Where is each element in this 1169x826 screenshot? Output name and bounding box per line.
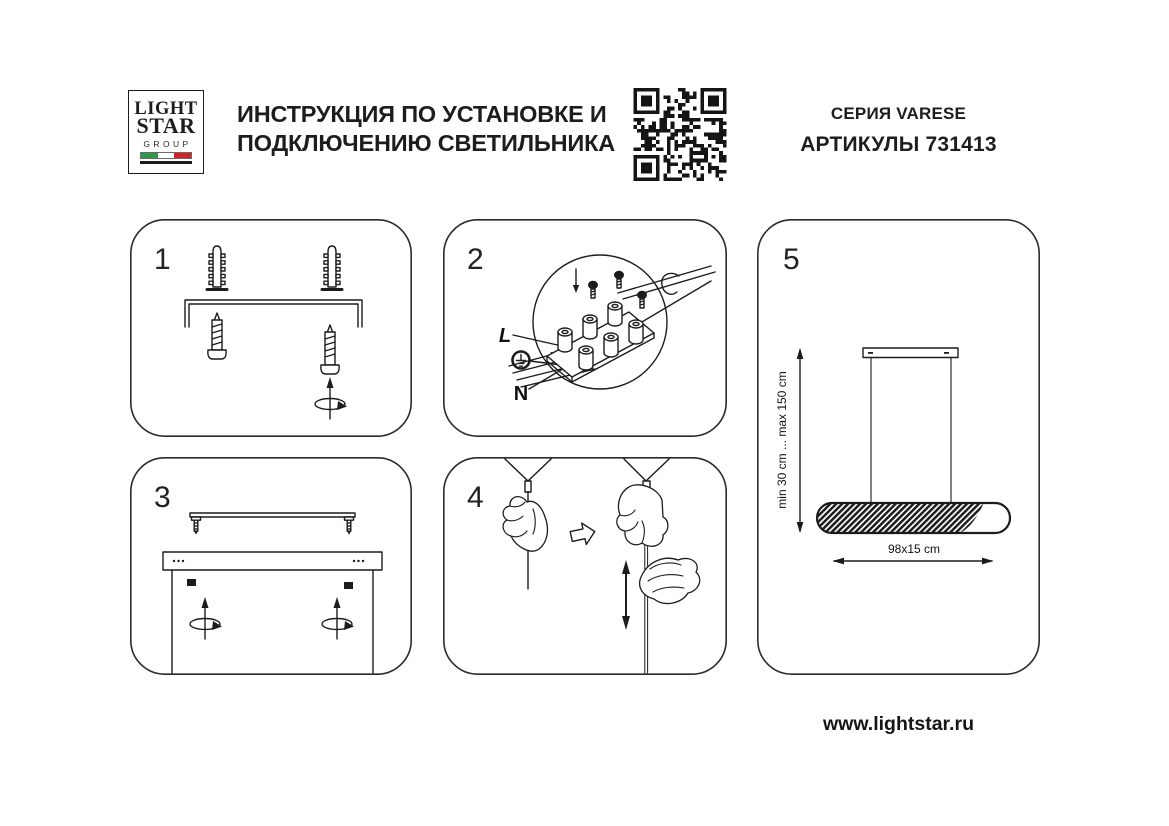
- product-info: [757, 104, 1040, 157]
- earth-ground-symbol-icon: [513, 352, 530, 369]
- next-arrow-icon: [569, 521, 597, 548]
- step-panel-5: [757, 219, 1040, 675]
- height-range-label: min 30 cm ... max 150 cm: [775, 371, 789, 509]
- flag-green: [141, 153, 158, 158]
- flag-red: [174, 153, 191, 158]
- article-label: АРТИКУЛЫ 731413: [800, 133, 997, 156]
- suspension-wires: [871, 358, 951, 504]
- ceiling-mount: [863, 348, 958, 358]
- terminal-block: [547, 302, 654, 382]
- mounting-bar: [190, 513, 355, 535]
- step-panel-4: [443, 457, 727, 675]
- lamp-body: [817, 502, 1013, 534]
- height-dimension: [775, 348, 803, 533]
- qr-code: [632, 88, 728, 181]
- logo-word-group: GROUP: [143, 139, 192, 149]
- screw-icon: [321, 325, 339, 374]
- step-number-2: 2: [467, 243, 484, 276]
- label-neutral: N: [513, 383, 529, 405]
- mains-cable: [618, 266, 715, 299]
- italian-flag-stripe: [140, 152, 192, 159]
- fixture-body: [172, 570, 373, 673]
- hand-icon: [503, 497, 547, 551]
- logo-underline: [140, 161, 192, 164]
- width-dimension: [833, 542, 994, 564]
- series-label: СЕРИЯ VARESE: [830, 104, 967, 123]
- step-panel-2: [443, 219, 727, 437]
- title-line-1: ИНСТРУКЦИЯ ПО УСТАНОВКЕ И: [237, 101, 607, 127]
- step-panel-3: [130, 457, 412, 675]
- step-number-3: 3: [154, 481, 171, 514]
- step2-illustration: [443, 219, 727, 437]
- logo-word-light: LIGHT: [134, 99, 198, 119]
- size-label: 98x15 cm: [887, 542, 941, 556]
- rotation-arrow-icon: [322, 597, 354, 639]
- lightstar-logo: [128, 90, 204, 174]
- step-number-1: 1: [154, 243, 171, 276]
- flag-white: [158, 153, 175, 158]
- rotation-arrow-icon: [315, 377, 347, 419]
- page-title: [237, 100, 615, 157]
- title-line-2: ПОДКЛЮЧЕНИЮ СВЕТИЛЬНИКА: [237, 129, 615, 156]
- step-number-5: 5: [783, 243, 800, 276]
- down-arrow-icon: [573, 269, 579, 293]
- footer: [757, 713, 1040, 736]
- step5-illustration: [757, 219, 1040, 675]
- step1-illustration: [130, 219, 412, 437]
- adjust-arrow-icon: [622, 560, 630, 630]
- ceiling-canopy: [163, 552, 382, 570]
- website-url: www.lightstar.ru: [823, 713, 974, 735]
- step4-illustration: [443, 457, 727, 675]
- hand-icon: [617, 485, 668, 546]
- wall-plug-icon: [207, 246, 227, 290]
- magnifier-circle: [533, 255, 667, 389]
- label-line: L: [498, 325, 512, 347]
- rotation-arrow-icon: [190, 597, 222, 639]
- screw-icon: [208, 313, 226, 359]
- hand-icon: [640, 558, 700, 603]
- logo-word-star: STAR: [136, 113, 196, 138]
- step3-illustration: [130, 457, 412, 675]
- step-number-4: 4: [467, 481, 484, 514]
- wall-plug-icon: [322, 246, 342, 290]
- step-panel-1: [130, 219, 412, 437]
